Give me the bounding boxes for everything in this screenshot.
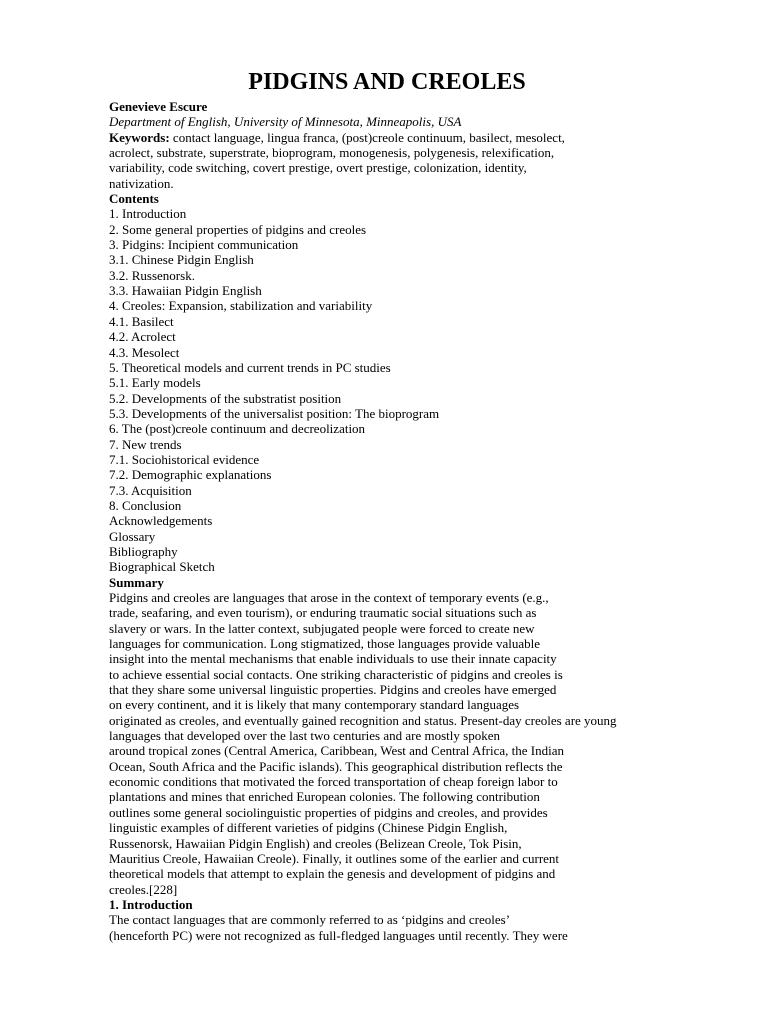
- document-body: [109, 68, 669, 943]
- keywords-text: nativization.: [109, 175, 174, 191]
- summary-line: insight into the mental mechanisms that enable individuals to use their innate capacity: [109, 651, 557, 667]
- contents-item: 7.3. Acquisition: [109, 482, 192, 498]
- contents-item: 6. The (post)creole continuum and decreolization: [109, 421, 366, 437]
- keywords-text: variability, code switching, covert prestige, overt prestige, colonization, identity,: [109, 160, 527, 176]
- contents-item: 3.3. Hawaiian Pidgin English: [109, 283, 262, 299]
- contents-item: 4.1. Basilect: [109, 313, 174, 329]
- contents-list: [109, 206, 669, 574]
- summary-line: languages for communication. Long stigmatized, those languages provide valuable: [109, 636, 541, 652]
- summary-line: Mauritius Creole, Hawaiian Creole). Finally, it outlines some of the earlier and current: [109, 850, 560, 866]
- contents-item: 8. Conclusion: [109, 497, 182, 513]
- contents-item: 7. New trends: [109, 436, 182, 452]
- summary-line: plantations and mines that enriched European colonies. The following contribution: [109, 789, 540, 805]
- contents-item: 1. Introduction: [109, 206, 187, 222]
- summary-line: trade, seafaring, and even tourism), or enduring traumatic social situations such as: [109, 605, 537, 621]
- document-title: PIDGINS AND CREOLES: [248, 69, 526, 95]
- summary-line: originated as creoles, and eventually gained recognition and status. Present-day creoles are young: [109, 712, 617, 728]
- author-name: Genevieve Escure: [109, 99, 208, 114]
- keywords-text: acrolect, substrate, superstrate, bioprogram, monogenesis, polygenesis, relexification,: [109, 145, 555, 161]
- contents-item: 3. Pidgins: Incipient communication: [109, 237, 299, 253]
- author-affiliation: Department of English, University of Minnesota, Minneapolis, USA: [109, 114, 462, 130]
- summary-line: Pidgins and creoles are languages that arose in the context of temporary events (e.g.,: [109, 590, 549, 605]
- summary-line: theoretical models that attempt to explain the genesis and development of pidgins and: [109, 866, 556, 882]
- contents-item: 5. Theoretical models and current trends in PC studies: [109, 359, 391, 375]
- introduction-line: (henceforth PC) were not recognized as full-fledged languages until recently. They were: [109, 927, 568, 943]
- summary-line: slavery or wars. In the latter context, subjugated people were forced to create new: [109, 620, 535, 636]
- introduction-paragraph: [109, 912, 669, 943]
- contents-item: Biographical Sketch: [109, 559, 215, 575]
- contents-item: 4.3. Mesolect: [109, 344, 180, 360]
- keywords-text: contact language, lingua franca, (post)creole continuum, basilect, mesolect,: [169, 129, 565, 145]
- contents-item: 7.2. Demographic explanations: [109, 467, 272, 483]
- summary-line: economic conditions that motivated the forced transportation of cheap foreign labor to: [109, 774, 558, 790]
- summary-line: on every continent, and it is likely that many contemporary standard languages: [109, 697, 520, 713]
- contents-item: 5.3. Developments of the universalist position: The bioprogram: [109, 405, 440, 421]
- summary-paragraph: [109, 590, 669, 897]
- contents-item: 3.2. Russenorsk.: [109, 267, 195, 283]
- summary-line: languages that developed over the last two centuries and are mostly spoken: [109, 728, 500, 744]
- introduction-heading: 1. Introduction: [109, 896, 193, 912]
- contents-item: Glossary: [109, 528, 156, 544]
- summary-line: Russenorsk, Hawaiian Pidgin English) and creoles (Belizean Creole, Tok Pisin,: [109, 835, 522, 851]
- summary-line: to achieve essential social contacts. One striking characteristic of pidgins and creoles is: [109, 666, 563, 682]
- summary-line: that they share some universal linguistic properties. Pidgins and creoles have emerged: [109, 682, 557, 698]
- contents-heading: Contents: [109, 191, 159, 207]
- contents-item: 7.1. Sociohistorical evidence: [109, 451, 260, 467]
- contents-item: Bibliography: [109, 543, 178, 559]
- introduction-line: The contact languages that are commonly referred to as ‘pidgins and creoles’: [109, 912, 511, 928]
- contents-item: 3.1. Chinese Pidgin English: [109, 252, 254, 268]
- summary-line: around tropical zones (Central America, Caribbean, West and Central Africa, the Indian: [109, 743, 564, 759]
- summary-line: creoles.[228]: [109, 881, 178, 897]
- contents-item: 5.1. Early models: [109, 375, 201, 391]
- summary-line: linguistic examples of different varieties of pidgins (Chinese Pidgin English,: [109, 820, 508, 836]
- summary-heading: Summary: [109, 574, 164, 590]
- keywords-label: Keywords:: [109, 129, 170, 145]
- contents-item: Acknowledgements: [109, 513, 213, 529]
- contents-item: 4.2. Acrolect: [109, 329, 176, 345]
- contents-item: 2. Some general properties of pidgins and creoles: [109, 221, 367, 237]
- keywords-block: [109, 130, 669, 191]
- summary-line: Ocean, South Africa and the Pacific islands). This geographical distribution reflects the: [109, 758, 563, 774]
- summary-line: outlines some general sociolinguistic properties of pidgins and creoles, and provides: [109, 804, 548, 820]
- contents-item: 4. Creoles: Expansion, stabilization and variability: [109, 298, 373, 314]
- contents-item: 5.2. Developments of the substratist position: [109, 390, 342, 406]
